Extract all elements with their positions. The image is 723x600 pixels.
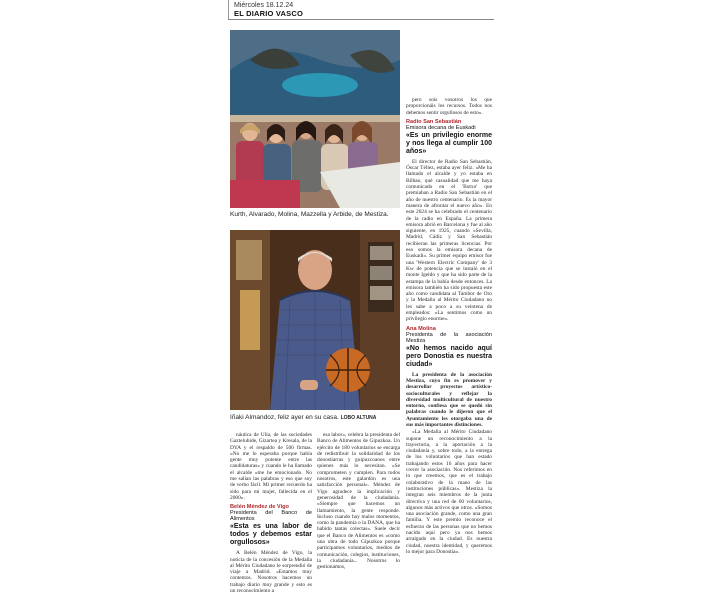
photo-inaki-almandoz xyxy=(230,230,400,410)
portrait-photo-illustration xyxy=(230,230,400,410)
photo2-caption-text: Iñaki Almandoz, feliz ayer en su casa. xyxy=(230,414,339,421)
group-photo-illustration xyxy=(230,30,400,208)
col-right-top-text: pero sois vosotros los que proporcionáis los recursos. Todos nos debemos sentir orgullosos de esto». xyxy=(406,97,492,116)
photo2-credit: LOBO ALTUNA xyxy=(340,415,377,421)
headline-radio: «Es un privilegio enorme y nos llega al cumplir 100 años» xyxy=(406,131,492,155)
photo-group-mestiza xyxy=(230,30,400,208)
header-rule xyxy=(228,19,494,20)
body-radio: El director de Radio San Sebastián, Óscar Téllez, estaba ayer feliz. «Me ha llamado el alcalde y yo estaba en Bilbao, qué casualidad que me haya comunicado en el 'Botxo' que premiaban a Radio San Sebastián en el año de nuestro centenario. Es la mayor manera de afrontar el nuevo año». En este 2024 se ha celebrado el centenario de la radio en España. La primera emisora abrió en Barcelona y fue al año siguiente, en 1925, cuando «Sevilla, Madrid, Cádiz y San Sebastián recibieran las primeras licencias. Por eso somos la emisora decana de Euskadi». Su primer equipo emisor fue una 'Western Electric Company' de 3 Kw de potencia que se instaló en el monte Igeldo y que ha sido parte de la estampa de la bahía desde entonces. La emisora también ha sido propuesta este año como candidata al Tambor de Oro y la Medalla al Mérito Ciudadano no les sabe a poco a su veintena de empleados: «La sentimos como un privilegio enorme». xyxy=(406,158,492,323)
body-mestiza: «La Medalla al Mérito Ciudadano supone un reconocimiento a la trayectoria, a la aportación a la ciudadanía y, sobre todo, a la entrega de los voluntarios que han estado trabajando estos 16 años para hacer crecer la asociación. Nos referimos en lo que creemos, que es el trabajo colaborativo de la mano de las instituciones públicas». Mestiza la integran seis miembros de la junta directiva y una red de 60 voluntarios, algunos más activos que otros. «Somos una asociación grande, como una gran familia. Y este premio reconoce el esfuerzo de las personas que no hemos nacido aquí pero ya nos hemos arraigado en la ciudad. Es nuestra ciudad, nuestra identidad, y queremos lo mejor para Donostia». xyxy=(406,429,492,555)
col-b-body: esa labor», celebra la presidenta del Banco de Alimentos de Gipuzkoa. Un ejército de 180 voluntarios se encarga de redistribuir la solidaridad de los donostiarras y guipuzcoanos entre quienes más lo necesitan. «Se comprometen y cumplen. Para todos nosotros, este galardón es una satisfacción personal». Méndez de Vigo agradece la implicación y generosidad de la ciudadanía. «Siempre que hacemos un llamamiento, la gente responde. Incluso cuando hay malos momentos, como la pandemia o la DANA, que ha habido tantas colectas». Suele decir que el Banco de Alimentos es «como una obra de todo Gipuzkoa porque participamos voluntarios, medios de comunicación, colegios, instituciones, la ciudadanía... Nosotros lo gestionamos, xyxy=(317,432,400,571)
section-mestiza: Ana Molina xyxy=(406,325,436,332)
column-a xyxy=(230,432,312,595)
role-banco: Presidenta del Banco de Alimentos xyxy=(230,510,312,523)
column-right xyxy=(406,97,492,595)
body-banco: A Belén Méndez de Vigo, la noticia de la concesión de la Medalla al Mérito Ciudadano le sorprendió de viaje a Madrid. «Estamos muy contentos. Nosotros hacemos un trabajo diario muy grande y esto es un reconocimiento a xyxy=(230,550,312,595)
headline-mestiza: «No hemos nacido aquí pero Donostia es nuestra ciudad» xyxy=(406,344,492,368)
photo1-caption: Kurth, Alvarado, Molina, Mazzella y Arbide, de Mestiza. xyxy=(230,211,389,218)
section-banco: Belén Méndez de Vigo xyxy=(230,504,289,511)
photo2-caption xyxy=(230,414,376,422)
section-radio: Radio San Sebastián xyxy=(406,118,462,125)
lead-mestiza: La presidenta de la asociación Mestiza, cuyo fin es promover y desarrollar proyectos artístico-socioculturales y reflejar la diversidad multicultural de nuestro entorno, confiesa que se quedó sin palabras cuando le dijeron que el Ayuntamiento les otorgaba una de sus más importantes distinciones. xyxy=(406,371,492,428)
role-mestiza: Presidenta de la asociación Mestiza xyxy=(406,331,492,344)
role-radio: Emisora decana de Euskadi xyxy=(406,124,476,131)
header-date: Miércoles 18.12.24 xyxy=(234,2,294,9)
col-a-top-text: náutica de Ulía, de las sociedades Gaztelubide, Gizartea y Kresala, de la DYA y el respaldo de 500 firmas. «No me lo esperaba porque había gente muy potente entre las candidaturas» y cuando le ha llamado el alcalde «me he emocionado. No me salían las palabras y eso que soy de verbo fácil. Mi primer recuerdo ha sido para mi mujer, fallecida en el 2000». xyxy=(230,432,312,501)
newspaper-name: EL DIARIO VASCO xyxy=(234,9,303,18)
column-b xyxy=(317,432,400,595)
headline-banco: «Esta es una labor de todos y debemos estar orgullosos» xyxy=(230,523,312,547)
header-divider xyxy=(228,0,229,20)
